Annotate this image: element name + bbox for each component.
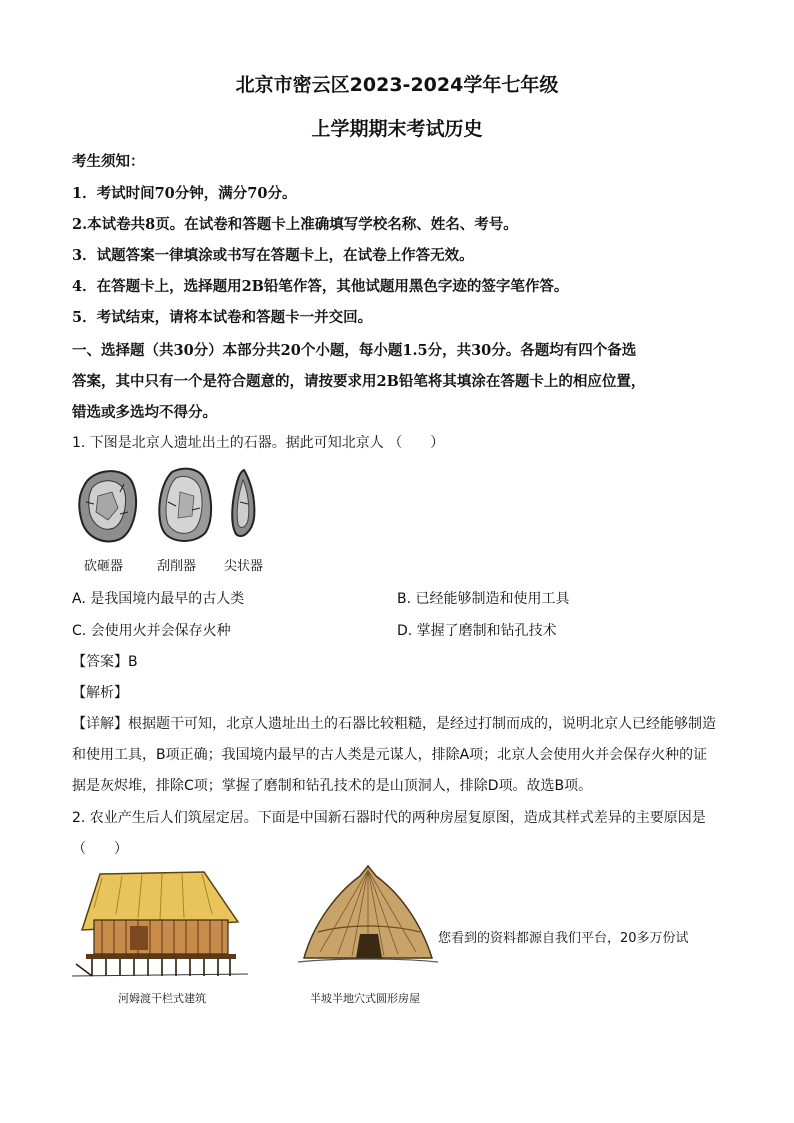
section1-line-1: 一、选择题（共30分）本部分共20个小题，每小题1.5分，共30分。各题均有四个备选	[72, 342, 637, 359]
section1-line-2: 答案，其中只有一个是符合题意的，请按要求用2B铅笔将其填涂在答题卡上的相应位置，	[72, 373, 646, 390]
scraper-tool-image	[159, 469, 211, 541]
page-title-line1: 北京市密云区2023-2024学年七年级	[235, 74, 559, 96]
q2-stem-line-1: 2. 农业产生后人们筑屋定居。下面是中国新石器时代的两种房屋复原图，造成其样式差异的主要原因是	[72, 810, 706, 826]
platform-watermark: 您看到的资料都源自我们平台，20多万份试	[438, 931, 689, 946]
q2-stem-line-2: （ ）	[72, 841, 128, 857]
q1-answer: 【答案】B	[72, 654, 138, 670]
q1-detail-line-2: 和使用工具，B项正确；我国境内最早的古人类是元谋人，排除A项；北京人会使用火并会保存火种的证	[72, 747, 708, 763]
q1-detail-line-1: 【详解】根据题干可知，北京人遗址出土的石器比较粗糙，是经过打制而成的，说明北京人已经能够制造	[72, 716, 716, 732]
hemudu-stilt-house-image	[72, 868, 252, 983]
notice-item-2: 2.本试卷共8页。在试卷和答题卡上准确填写学校名称、姓名、考号。	[72, 216, 518, 233]
tool-label-scraper: 刮削器	[157, 559, 197, 574]
q1-option-b: B. 已经能够制造和使用工具	[397, 591, 570, 607]
section1-line-3: 错选或多选均不得分。	[72, 404, 217, 421]
q1-option-a: A. 是我国境内最早的古人类	[72, 591, 245, 607]
banpo-round-house-image	[298, 862, 438, 984]
notice-heading: 考生须知：	[72, 153, 145, 170]
q1-option-c: C. 会使用火并会保存火种	[72, 623, 231, 639]
tool-label-point: 尖状器	[224, 559, 264, 574]
notice-item-1: 1．考试时间70分钟，满分70分。	[72, 185, 297, 202]
notice-item-4: 4．在答题卡上，选择题用2B铅笔作答，其他试题用黑色字迹的签字笔作答。	[72, 278, 569, 295]
notice-item-5: 5．考试结束，请将本试卷和答题卡一并交回。	[72, 309, 373, 326]
chopper-tool-image	[79, 471, 136, 541]
q1-stem: 1. 下图是北京人遗址出土的石器。据此可知北京人 （ ）	[72, 435, 445, 451]
point-tool-image	[232, 470, 254, 536]
q1-analysis-label: 【解析】	[72, 685, 128, 701]
q1-detail-line-3: 据是灰烬堆，排除C项；掌握了磨制和钻孔技术的是山顶洞人，排除D项。故选B项。	[72, 778, 593, 794]
notice-item-3: 3．试题答案一律填涂或书写在答题卡上，在试卷上作答无效。	[72, 247, 474, 264]
q1-option-d: D. 掌握了磨制和钻孔技术	[397, 623, 557, 639]
tool-label-chopper: 砍砸器	[84, 559, 124, 574]
caption-hemudu: 河姆渡干栏式建筑	[118, 992, 206, 1005]
caption-banpo: 半坡半地穴式圆形房屋	[310, 992, 420, 1005]
page-title-line2: 上学期期末考试历史	[311, 118, 483, 140]
